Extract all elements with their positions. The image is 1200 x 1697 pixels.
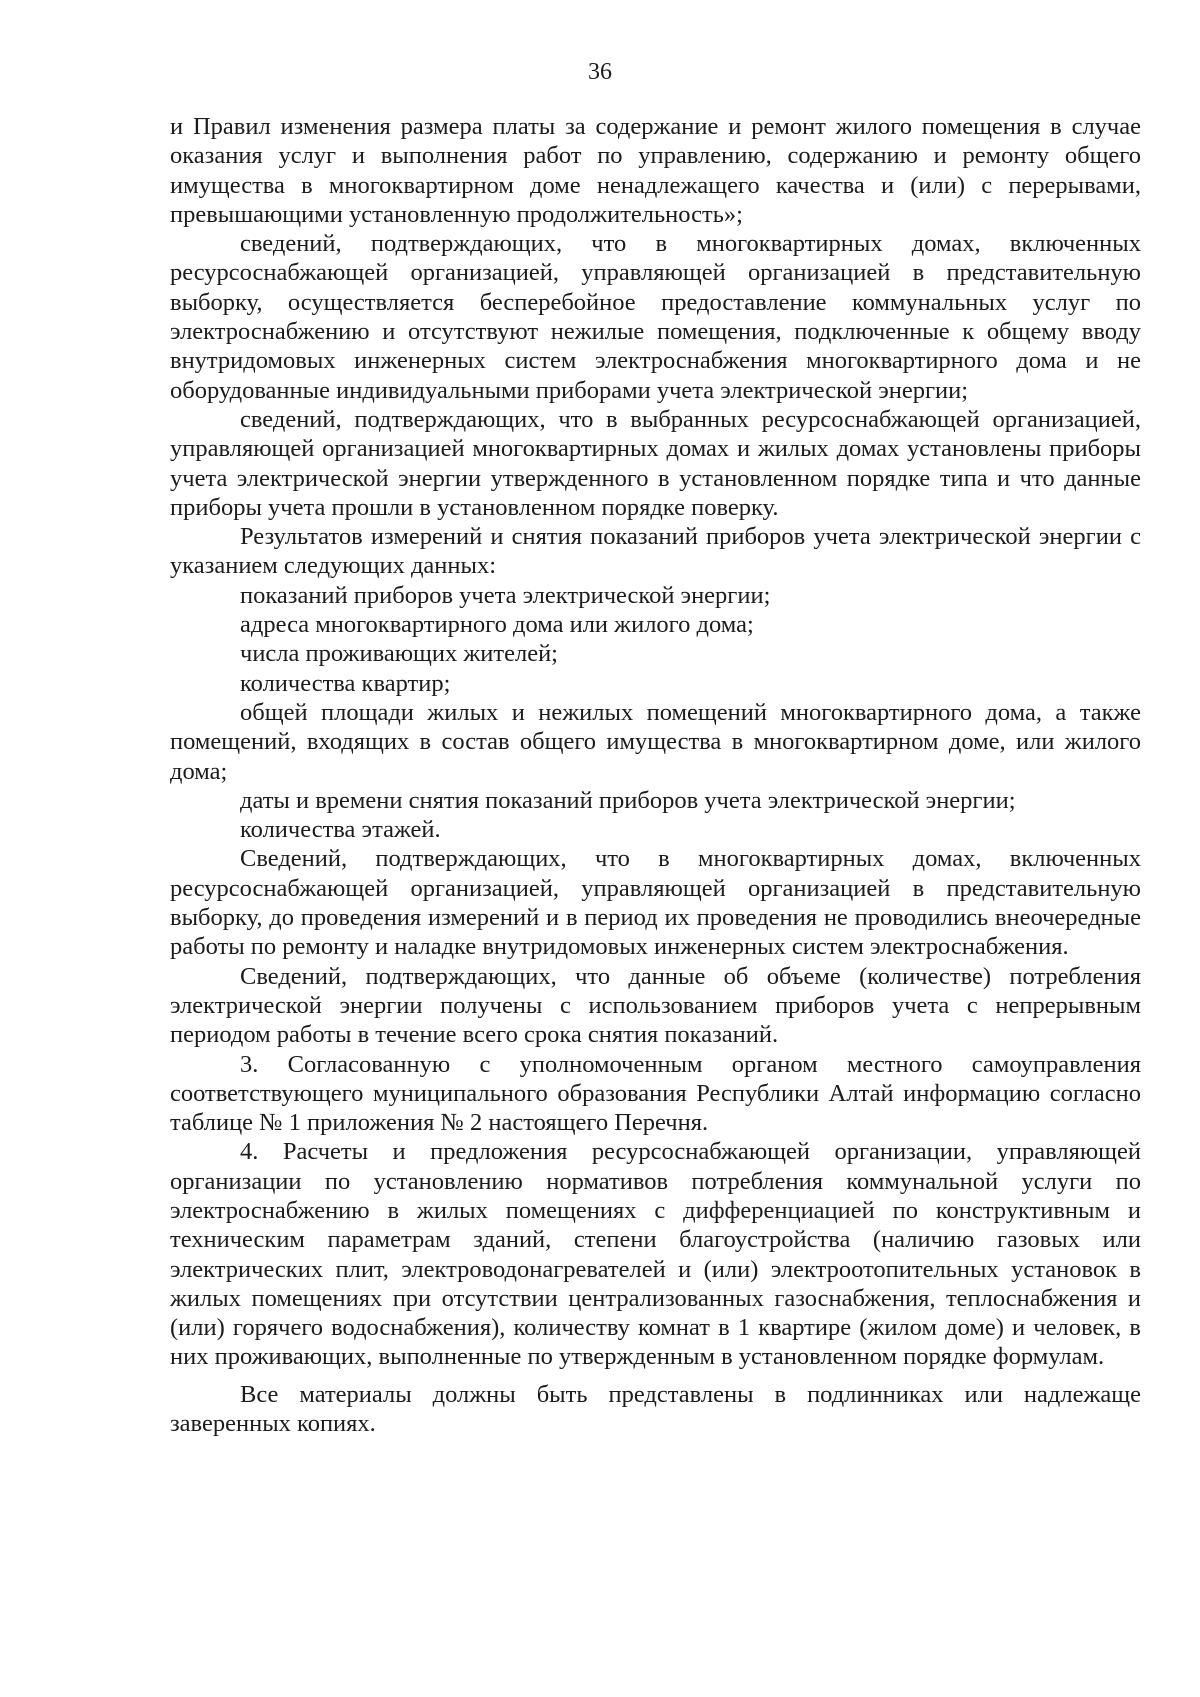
document-body: [170, 112, 1141, 1438]
page-number: 36: [588, 59, 612, 85]
paragraph-item-3: 3. Согласованную с уполномоченным органом местного самоуправления соответствующего муниципального образования Республики Алтай информацию согласно таблице № 1 приложения № 2 настоящего Перечня.: [170, 1050, 1141, 1137]
list-item: адреса многоквартирного дома или жилого дома;: [240, 611, 754, 639]
paragraph: Сведений, подтверждающих, что данные об объеме (количестве) потребления электрической энергии получены с использованием приборов учета с непрерывным периодом работы в течение всего срока снятия показаний.: [170, 962, 1141, 1049]
list-item: количества квартир;: [240, 669, 451, 697]
list-item: даты и времени снятия показаний приборов учета электрической энергии;: [240, 786, 1016, 814]
paragraph: Результатов измерений и снятия показаний приборов учета электрической энергии с указанием следующих данных:: [170, 523, 1141, 580]
list-item: показаний приборов учета электрической энергии;: [240, 581, 771, 609]
list-item: количества этажей.: [240, 816, 441, 844]
closing-paragraph: Все материалы должны быть представлены в подлинниках или надлежаще заверенных копиях.: [170, 1380, 1141, 1438]
list-item: числа проживающих жителей;: [240, 640, 558, 668]
paragraph: сведений, подтверждающих, что в многоквартирных домах, включенных ресурсоснабжающей организацией, управляющей организацией в представительную выборку, осуществляется бесперебойное предоставление коммунальных услуг по электроснабжению и отсутствуют нежилые помещения, подключенные к общему вводу внутридомовых инженерных систем электроснабжения многоквартирного дома и не оборудованные индивидуальными приборами учета электрической энергии;: [170, 230, 1141, 404]
list-item: общей площади жилых и нежилых помещений многоквартирного дома, а также помещений, входящих в состав общего имущества в многоквартирном доме, или жилого дома;: [170, 698, 1141, 785]
paragraph-item-4: 4. Расчеты и предложения ресурсоснабжающей организации, управляющей организации по установлению нормативов потребления коммунальной услуги по электроснабжению в жилых помещениях с дифференциацией по конструктивным и техническим параметрам зданий, степени благоустройства (наличию газовых или электрических плит, электроводонагревателей и (или) электроотопительных установок в жилых помещениях при отсутствии централизованных газоснабжения, теплоснабжения и (или) горячего водоснабжения), количеству комнат в 1 квартире (жилом доме) и человек, в них проживающих, выполненные по утвержденным в установленном порядке формулам.: [170, 1138, 1141, 1371]
paragraph: Сведений, подтверждающих, что в многоквартирных домах, включенных ресурсоснабжающей организацией, управляющей организацией в представительную выборку, до проведения измерений и в период их проведения не проводились внеочередные работы по ремонту и наладке внутридомовых инженерных систем электроснабжения.: [170, 845, 1141, 961]
paragraph-continuation: и Правил изменения размера платы за содержание и ремонт жилого помещения в случае оказания услуг и выполнения работ по управлению, содержанию и ремонту общего имущества в многоквартирном доме ненадлежащего качества и (или) с перерывами, превышающими установленную продолжительность»;: [170, 113, 1141, 228]
paragraph: сведений, подтверждающих, что в выбранных ресурсоснабжающей организацией, управляющей организацией многоквартирных домах и жилых домах установлены приборы учета электрической энергии утвержденного в установленном порядке типа и что данные приборы учета прошли в установленном порядке поверку.: [170, 405, 1141, 521]
